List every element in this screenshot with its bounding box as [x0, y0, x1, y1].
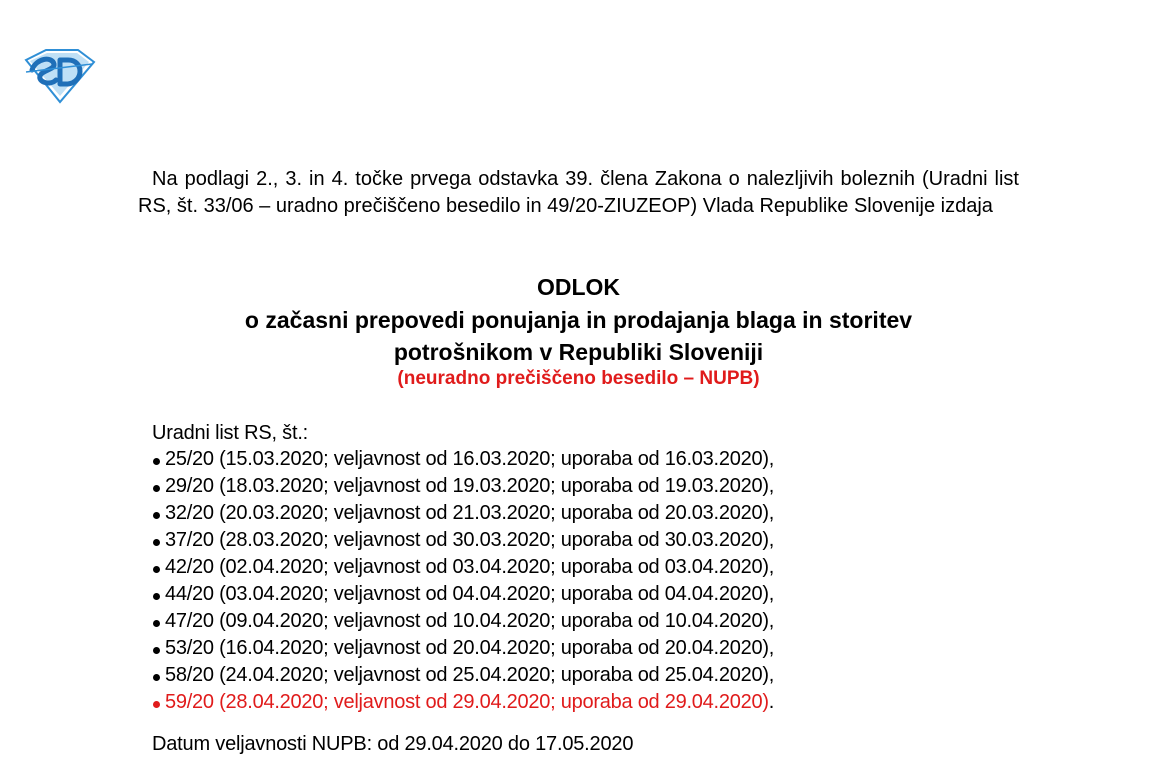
gazette-item-text: 58/20 (24.04.2020; veljavnost od 25.04.2020; uporaba od 25.04.2020), [165, 664, 775, 686]
gazette-item [152, 662, 774, 689]
document-subtitle [0, 304, 1157, 368]
bullet-icon [153, 485, 160, 492]
document-title: ODLOK [536, 274, 621, 300]
sd-shield-logo-icon [22, 48, 96, 104]
gazette-item-text: 32/20 (20.03.2020; veljavnost od 21.03.2020; uporaba od 20.03.2020), [165, 502, 775, 524]
intro-paragraph [138, 166, 1019, 219]
bullet-icon [153, 593, 160, 600]
gazette-item-text: 59/20 (28.04.2020; veljavnost od 29.04.2020; uporaba od 29.04.2020) [165, 691, 769, 713]
gazette-item-period: . [768, 691, 775, 713]
bullet-icon [153, 566, 160, 573]
bullet-icon [153, 620, 160, 627]
gazette-heading: Uradni list RS, št.: [152, 422, 309, 444]
gazette-item-text: 47/20 (09.04.2020; veljavnost od 10.04.2020; uporaba od 10.04.2020), [165, 610, 775, 632]
validity-period: Datum veljavnosti NUPB: od 29.04.2020 do 17.05.2020 [152, 733, 634, 755]
bullet-icon [153, 539, 160, 546]
gazette-item [152, 446, 774, 473]
gazette-item-latest [152, 689, 774, 716]
gazette-item-text: 29/20 (18.03.2020; veljavnost od 19.03.2020; uporaba od 19.03.2020), [165, 475, 775, 497]
gazette-item-text: 44/20 (03.04.2020; veljavnost od 04.04.2020; uporaba od 04.04.2020), [165, 583, 775, 605]
gazette-item [152, 473, 774, 500]
gazette-item-text: 53/20 (16.04.2020; veljavnost od 20.04.2020; uporaba od 20.04.2020), [165, 637, 775, 659]
gazette-item [152, 554, 774, 581]
document-subtitle-text: o začasni prepovedi ponujanja in prodajanja blaga in storitev potrošnikom v Republiki Sloveniji [244, 307, 913, 365]
bullet-icon [153, 647, 160, 654]
gazette-list [152, 446, 774, 716]
gazette-item-text: 37/20 (28.03.2020; veljavnost od 30.03.2020; uporaba od 30.03.2020), [165, 529, 775, 551]
unofficial-text-note: (neuradno prečiščeno besedilo – NUPB) [397, 368, 760, 389]
bullet-icon [153, 701, 160, 708]
bullet-icon [153, 512, 160, 519]
gazette-item [152, 500, 774, 527]
gazette-item-text: 42/20 (02.04.2020; veljavnost od 03.04.2020; uporaba od 03.04.2020), [165, 556, 775, 578]
bullet-icon [153, 458, 160, 465]
gazette-item-text: 25/20 (15.03.2020; veljavnost od 16.03.2020; uporaba od 16.03.2020), [165, 448, 775, 470]
gazette-item [152, 635, 774, 662]
intro-text: Na podlagi 2., 3. in 4. točke prvega odstavka 39. člena Zakona o nalezljivih boleznih (Uradni list RS, št. 33/06 – uradno prečiščeno besedilo in 49/20-ZIUZEOP) Vlada Republike Slovenije izdaja [138, 168, 1019, 217]
gazette-item [152, 527, 774, 554]
bullet-icon [153, 674, 160, 681]
gazette-item [152, 581, 774, 608]
gazette-item [152, 608, 774, 635]
